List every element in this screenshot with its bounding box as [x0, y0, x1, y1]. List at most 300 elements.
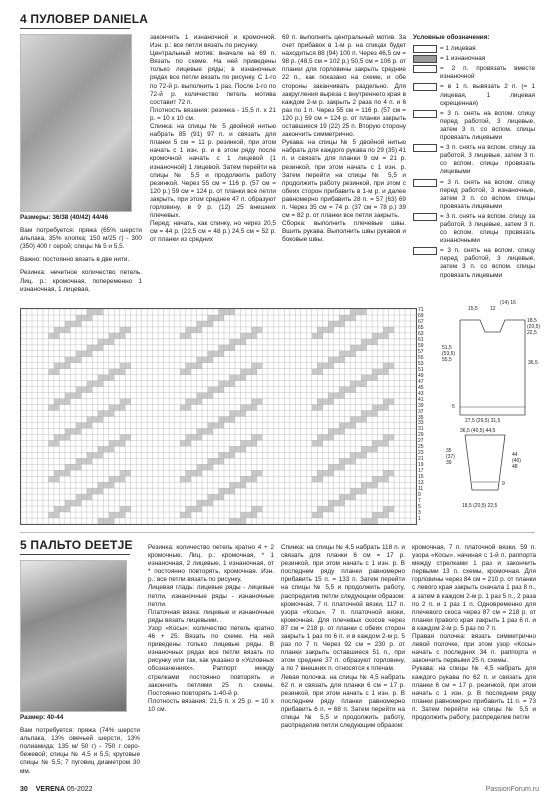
chart-cell [328, 500, 333, 506]
chart-cell [219, 351, 224, 357]
chart-cell [54, 476, 59, 482]
chart-cell [76, 357, 81, 363]
chart-cell [103, 375, 108, 381]
chart-cell [98, 488, 103, 494]
chart-cell [229, 345, 234, 351]
chart-cell [361, 411, 366, 417]
chart-cell [251, 399, 256, 405]
chart-cell [87, 345, 92, 351]
chart-cell [125, 399, 130, 405]
chart-cell [224, 488, 229, 494]
chart-cell [109, 518, 114, 524]
chart-cell [213, 494, 218, 500]
chart-cell [54, 405, 59, 411]
chart-cell [339, 458, 344, 464]
chart-cell [317, 327, 322, 333]
legend-item [413, 110, 535, 142]
chart-cell [92, 345, 97, 351]
chart-cell [109, 375, 114, 381]
chart-cell [389, 399, 394, 405]
chart-cell [197, 321, 202, 327]
chart-row-number: 15 [418, 474, 424, 481]
section-divider [20, 532, 535, 533]
chart-cell [367, 411, 372, 417]
chart-cell [114, 405, 119, 411]
chart-cell [317, 506, 322, 512]
chart-cell [81, 494, 86, 500]
legend-symbol-icon [413, 55, 437, 63]
chart-cell [197, 428, 202, 434]
legend-symbol-icon [413, 110, 437, 118]
chart-cell [114, 333, 119, 339]
chart-cell [180, 512, 185, 518]
chart-cell [186, 476, 191, 482]
legend-text: = 3 п. снять на вспом. спицу за работой, 3 лицевые, затем 3 п. со вспом. спицы провязать лицевыми [440, 144, 535, 176]
legend-text: = в 1 п. вывязать 2 п. (= 1 лицевая, 1 лицевая скрещенная) [440, 83, 535, 107]
chart-cell [54, 440, 59, 446]
chart-cell [312, 333, 317, 339]
legend [413, 34, 535, 282]
chart-cell [120, 512, 125, 518]
chart-cell [317, 363, 322, 369]
chart-cell [350, 345, 355, 351]
chart-cell [317, 369, 322, 375]
chart-row-number: 49 [418, 372, 424, 379]
sizes-text: Размеры: 36/38 (40/42) 44/46 [20, 214, 109, 221]
chart-cell [109, 333, 114, 339]
chart-cell [98, 375, 103, 381]
legend-text: = 3 п. снять на вспом. спицу перед работой, 3 лицевые, затем 3 п. со вспом. спицы провязать лицевыми [440, 109, 535, 142]
section1-title: 4 ПУЛОВЕР DANIELA [20, 12, 149, 26]
chart-cell [361, 518, 366, 524]
chart-cell [334, 357, 339, 363]
schem-right-side: 36,5 [528, 360, 538, 366]
chart-cell [383, 333, 388, 339]
chart-cell [114, 476, 119, 482]
chart-cell [65, 357, 70, 363]
chart-row-number: 31 [418, 426, 424, 433]
chart-cell [81, 351, 86, 357]
chart-cell [224, 345, 229, 351]
chart-cell [312, 369, 317, 375]
chart-cell [98, 345, 103, 351]
chart-cell [240, 440, 245, 446]
chart-cell [378, 512, 383, 518]
chart-cell [180, 333, 185, 339]
chart-cell [109, 405, 114, 411]
chart-cell [59, 399, 64, 405]
chart-cell [125, 327, 130, 333]
chart-cell [361, 345, 366, 351]
schem-right-top: 18,5 (20,5) 22,5 [527, 318, 541, 336]
chart-cell [48, 512, 53, 518]
chart-cell [383, 405, 388, 411]
chart-cell [339, 351, 344, 357]
chart-cell [191, 470, 196, 476]
chart-row-number: 7 [418, 498, 421, 505]
chart-cell [328, 363, 333, 369]
chart-cell [202, 393, 207, 399]
chart-cell [361, 417, 366, 423]
chart-cell [213, 422, 218, 428]
chart-cell [339, 387, 344, 393]
legend-symbol-icon [413, 179, 437, 187]
pullover-photo [20, 34, 132, 212]
chart-row-number: 35 [418, 414, 424, 421]
chart-cell [372, 476, 377, 482]
section2-col4: кромочная, 7 п. платочной вязки, 59 п. узора «Косы», начиная с 1-й п. раппорта между стрелками 1 раз и закончить первыми 13 п. схемы, кромочная. Для горловины через 84 см = 210 р. от планки с левого края закрыть сначала 1 раз 8 п., а затем в каждом 2-м р. 1 раз 5 п., 2 раза по 2 п. и 1 раз 1 п. Одновременно для плечевого скоса через 87 см = 218 р. от планки правого края закрыть 1 раз 6 п. и в каждом 2-м р. 5 раз по 7 п. Правая полочка: вязать симметрично левой полочке, при этом узор «Косы» начать с последних 34 п. раппорта и закончить первыми 25 п. схемы. Рукава: на спицы № 4,5 набрать для каждого рукава по 62 п. и связать для планки 6 см = 17 р. резинкой, при этом начать с 1 изн. р. В последнем ряду планки равномерно прибавить 11 п. = 73 п. Затем перейти на спицы № 5,5 и продолжить работу, распределив петли [412, 544, 536, 721]
chart-cell [120, 333, 125, 339]
schem-top1: 15,5 [468, 306, 478, 312]
chart-cell [191, 399, 196, 405]
chart-cell [98, 482, 103, 488]
legend-item [413, 65, 535, 81]
chart-cell [229, 452, 234, 458]
chart-row-number: 57 [418, 348, 424, 355]
chart-cell [317, 434, 322, 440]
chart-cell [180, 369, 185, 375]
chart-cell [87, 315, 92, 321]
chart-cell [334, 464, 339, 470]
legend-symbol-icon [413, 83, 437, 91]
chart-cell [229, 309, 234, 315]
chart-cell [219, 387, 224, 393]
chart-cell [219, 452, 224, 458]
coat-materials: Вам потребуется: пряжа (74% шерсти альпака, 13% овечьей шерсти, 13% полиамида; 135 м/ 50 г) - 750 г серо-бежевой; спицы № 4,5 и 5,5; круговые спицы № 5,5; 7 пуговиц диаметром 30 мм. [20, 727, 140, 775]
legend-item [413, 179, 535, 211]
chart-cell [240, 369, 245, 375]
chart-cell [240, 512, 245, 518]
footer [20, 786, 93, 793]
chart-cell [219, 315, 224, 321]
chart-cell [383, 369, 388, 375]
chart-row-number: 25 [418, 444, 424, 451]
chart-cell [114, 512, 119, 518]
chart-cell [120, 434, 125, 440]
chart-cell [372, 405, 377, 411]
chart-cell [120, 405, 125, 411]
section2-title: 5 ПАЛЬТО DEETJE [20, 538, 133, 552]
chart-cell [81, 422, 86, 428]
chart-cell [76, 321, 81, 327]
chart-cell [229, 381, 234, 387]
chart-cell [186, 405, 191, 411]
chart-cell [372, 339, 377, 345]
chart-cell [197, 434, 202, 440]
chart-cell [350, 494, 355, 500]
chart-cell [361, 339, 366, 345]
chart-cell [323, 399, 328, 405]
chart-cell [383, 440, 388, 446]
chart-cell [240, 446, 245, 452]
chart-cell [389, 434, 394, 440]
chart-cell [372, 411, 377, 417]
section2-title-rule [20, 554, 130, 555]
chart-cell [87, 494, 92, 500]
chart-cell [208, 321, 213, 327]
chart-cell [389, 363, 394, 369]
schem-bottom-body: 27,5 (29,5) 31,5 [465, 418, 501, 424]
chart-cell [109, 369, 114, 375]
knitting-chart [20, 308, 417, 525]
chart-cell [70, 357, 75, 363]
body-outline [460, 320, 525, 415]
chart-cell [70, 464, 75, 470]
chart-cell [76, 428, 81, 434]
chart-cell [251, 470, 256, 476]
chart-cell [383, 363, 388, 369]
chart-cell [229, 446, 234, 452]
chart-cell [98, 452, 103, 458]
chart-cell [65, 428, 70, 434]
chart-cell [240, 482, 245, 488]
chart-cell [191, 506, 196, 512]
chart-cell [98, 411, 103, 417]
chart-cell [202, 321, 207, 327]
chart-cell [339, 315, 344, 321]
chart-cell [361, 482, 366, 488]
chart-cell [213, 351, 218, 357]
chart-cell [197, 399, 202, 405]
legend-symbol-icon [413, 213, 437, 221]
legend-item [413, 83, 535, 107]
chart-cell [356, 452, 361, 458]
chart-cell [208, 357, 213, 363]
chart-cell [389, 506, 394, 512]
chart-cell [120, 506, 125, 512]
chart-cell [202, 500, 207, 506]
chart-cell [383, 470, 388, 476]
chart-cell [87, 351, 92, 357]
chart-cell [339, 321, 344, 327]
chart-cell [334, 393, 339, 399]
chart-cell [219, 309, 224, 315]
chart-cell [48, 440, 53, 446]
issue-number: 05-2022 [66, 786, 93, 793]
chart-cell [103, 518, 108, 524]
chart-cell [372, 369, 377, 375]
chart-cell [356, 345, 361, 351]
schem-sleeve-right: 44 (46) 48 [512, 452, 521, 470]
chart-cell [361, 452, 366, 458]
chart-cell [202, 464, 207, 470]
chart-cell [54, 506, 59, 512]
chart-cell [197, 393, 202, 399]
section1-title-rule [20, 28, 130, 29]
chart-cell [219, 488, 224, 494]
chart-cell [251, 405, 256, 411]
chart-cell [125, 506, 130, 512]
chart-cell [350, 422, 355, 428]
chart-cell [59, 327, 64, 333]
chart-cell [246, 369, 251, 375]
chart-cell [356, 309, 361, 315]
chart-cell [109, 446, 114, 452]
chart-cell [317, 405, 322, 411]
chart-cell [54, 369, 59, 375]
chart-cell [98, 381, 103, 387]
chart-cell [197, 357, 202, 363]
chart-cell [350, 309, 355, 315]
chart-cell [120, 476, 125, 482]
chart-cell [197, 470, 202, 476]
chart-cell [219, 458, 224, 464]
chart-cell [87, 458, 92, 464]
chart-cell [328, 321, 333, 327]
magazine-name: VERENA [35, 786, 65, 793]
section2-col2: Резинка: количество петель кратно 4 + 2 кромочные. Лиц. р.: кромочная, * 1 изнаночная, 2 лицевые, 1 изнаночная, от * постоянно повторять, кромочная. Изн. р.: все петли вязать по рисунку. Лицевая гладь: лицевые ряды - лицевые петли, изнаночные ряды - изнаночные петли. Платочная вязка: лицевые и изнаночные ряды вязать лицевыми. Узор «Косы»: количество петель кратно 46 + 25. Вязать по схеме. На ней приведены только лицевые ряды. В изнаночных рядах все петли вязать по рисунку или так, как указано в «Условных обозначениях». Раппорт между стрелками постоянно повторять и закончить петлями 25 п. схемы. Постоянно повторять 1-40-й р. Плотность вязания: 21,5 п. х 25 р. = 10 х 10 см. [148, 544, 274, 713]
chart-cell [328, 327, 333, 333]
chart-cell [361, 375, 366, 381]
chart-cell [356, 488, 361, 494]
chart-cell [103, 339, 108, 345]
chart-cell [378, 440, 383, 446]
chart-cell [334, 428, 339, 434]
chart-row-number: 55 [418, 354, 424, 361]
chart-cell [372, 375, 377, 381]
chart-cell [339, 464, 344, 470]
chart-cell [372, 446, 377, 452]
chart-cell [92, 488, 97, 494]
chart-cell [350, 458, 355, 464]
chart-cell [54, 333, 59, 339]
chart-cell [383, 327, 388, 333]
chart-cell [197, 464, 202, 470]
chart-cell [202, 357, 207, 363]
chart-cell [361, 488, 366, 494]
schem-sleeve-left: 35 (37) 39 [446, 448, 455, 466]
chart-cell [378, 333, 383, 339]
chart-cell [328, 393, 333, 399]
chart-cell [76, 422, 81, 428]
chart-cell [383, 434, 388, 440]
chart-cell [345, 458, 350, 464]
materials-text: Вам потребуется: пряжа (65% шерсти альпака, 35% хлопка; 150 м/25 г) - 300 (350) 400 г серой; спицы № 5 и 5,5. [20, 227, 142, 251]
schem-sleeve-top: 36,5 (40,5) 44,5 [460, 428, 496, 434]
chart-cell [251, 434, 256, 440]
chart-cell [257, 506, 262, 512]
chart-cell [372, 512, 377, 518]
chart-cell [356, 381, 361, 387]
chart-cell [109, 411, 114, 417]
chart-cell [350, 351, 355, 357]
chart-cell [59, 434, 64, 440]
chart-cell [367, 518, 372, 524]
chart-cell [240, 375, 245, 381]
chart-cell [48, 333, 53, 339]
chart-cell [235, 411, 240, 417]
chart-cell [312, 476, 317, 482]
chart-cell [213, 458, 218, 464]
chart-cell [87, 387, 92, 393]
chart-cell [240, 405, 245, 411]
chart-cell [87, 381, 92, 387]
chart-row-number: 69 [418, 312, 424, 319]
chart-cell [367, 339, 372, 345]
chart-cell [120, 369, 125, 375]
chart-cell [246, 440, 251, 446]
chart-cell [65, 399, 70, 405]
chart-cell [246, 405, 251, 411]
chart-cell [202, 428, 207, 434]
chart-row-number: 71 [418, 307, 424, 313]
chart-cell [65, 327, 70, 333]
chart-cell [92, 309, 97, 315]
chart-cell [229, 417, 234, 423]
chart-cell [339, 393, 344, 399]
legend-text: = 2 п. провязать вместе изнаночной [440, 65, 535, 81]
chart-row-number: 41 [418, 396, 424, 403]
chart-cell [180, 405, 185, 411]
chart-cell [229, 339, 234, 345]
chart-cell [208, 351, 213, 357]
chart-cell [186, 399, 191, 405]
chart-cell [92, 417, 97, 423]
chart-cell [103, 411, 108, 417]
chart-cell [92, 381, 97, 387]
chart-cell [219, 345, 224, 351]
chart-cell [186, 506, 191, 512]
chart-cell [350, 452, 355, 458]
chart-cell [251, 476, 256, 482]
chart-cell [208, 428, 213, 434]
chart-cell [317, 476, 322, 482]
chart-cell [65, 464, 70, 470]
chart-row-number: 17 [418, 468, 424, 475]
chart-cell [186, 470, 191, 476]
chart-cell [372, 482, 377, 488]
chart-cell [65, 470, 70, 476]
chart-cell [378, 405, 383, 411]
legend-item [413, 144, 535, 176]
chart-cell [240, 333, 245, 339]
legend-text: = 3 п. снять на вспом. спицу за работой, 3 лицевые, затем 3 п. со вспом. спицы провязать изнаночными [440, 212, 535, 245]
chart-cell [70, 428, 75, 434]
chart-cell [246, 476, 251, 482]
chart-cell [339, 428, 344, 434]
chart-cell [235, 375, 240, 381]
chart-cell [81, 458, 86, 464]
chart-cell [345, 494, 350, 500]
coat-photo [20, 560, 127, 712]
chart-row-number: 53 [418, 360, 424, 367]
chart-row-number: 23 [418, 450, 424, 457]
legend-text: = 1 лицевая [440, 45, 476, 53]
chart-row-number: 13 [418, 480, 424, 487]
chart-cell [65, 393, 70, 399]
legend-item [413, 213, 535, 245]
chart-cell [59, 470, 64, 476]
legend-text: = 3 п. снять на вспом. спицу перед работой, 3 изнаночные, затем 3 п. со вспом. спицы провязать лицевыми [440, 178, 535, 210]
chart-cell [235, 518, 240, 524]
chart-cell [317, 512, 322, 518]
chart-cell [81, 315, 86, 321]
chart-row-numbers [416, 308, 432, 523]
chart-cell [350, 315, 355, 321]
chart-cell [251, 512, 256, 518]
chart-cell [70, 500, 75, 506]
chart-row-number: 39 [418, 402, 424, 409]
chart-cell [76, 387, 81, 393]
chart-cell [328, 428, 333, 434]
chart-cell [229, 411, 234, 417]
chart-cell [328, 357, 333, 363]
legend-symbol-icon [413, 45, 437, 53]
chart-cell [317, 440, 322, 446]
chart-cell [186, 512, 191, 518]
legend-list [413, 45, 535, 280]
chart-cell [240, 476, 245, 482]
